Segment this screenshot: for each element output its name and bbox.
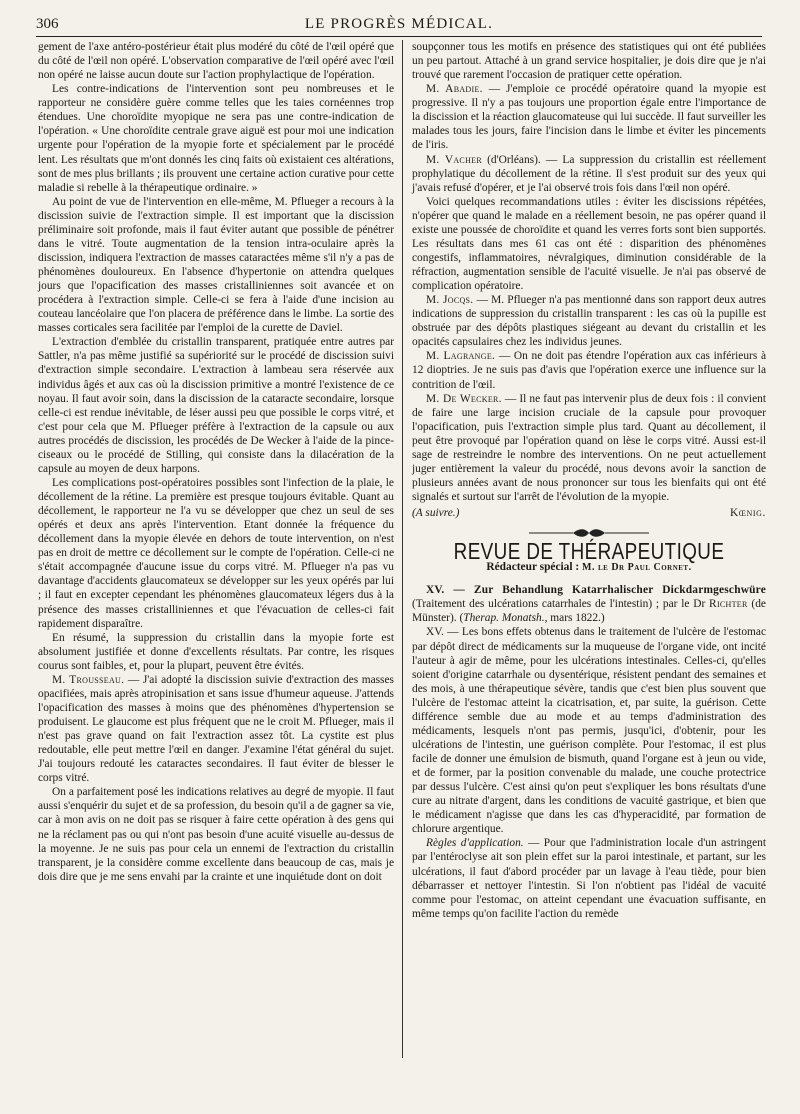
article-place: (de Münster). ( bbox=[412, 598, 766, 625]
to-be-continued: (A suivre.) bbox=[412, 507, 460, 520]
article-french-title: (Traitement des ulcérations catarrhales de l'intestin) ; par le Dr bbox=[412, 598, 710, 611]
speaker-name: M. Lagrange. bbox=[426, 350, 496, 363]
paragraph: Voici quelques recommandations utiles : éviter les discissions répétées, n'opérer que quand le malade en a réellement besoin, ne pas opérer quand il existe une poussée de choroïdite et quand les verres forts sont bien supportés. Les résultats dans mes 61 cas ont été : disparition des phénomènes congestifs, inflammatoires, névralgiques, diminution considérable de la réfraction, augmentation sensible de l'acuité visuelle. Je n'ai pas observé de complication opératoire. bbox=[412, 195, 766, 293]
speaker-text: — J'emploie ce procédé opératoire quand la myopie est progressive. Il n'y a pas toujours une proportion égale entre l'importance de la discission et la réaction glaucomateuse qui lui succède. Il faut surveiller les malades tous les jours, faire l'incision dans le limbe et éviter les pincements de l'iris. bbox=[412, 83, 766, 152]
paragraph: soupçonner tous les motifs en présence des statistiques qui ont été publiées un peu partout. Attaché à un grand service hospitalier, je dois dire que je n'ai trouvé que rarement l'occasion de pratiquer cette opération. bbox=[412, 41, 766, 82]
page-header bbox=[36, 14, 762, 38]
speaker-name: M. Jocqs. bbox=[426, 294, 474, 307]
article-journal: Therap. Monatsh. bbox=[463, 612, 545, 625]
left-column bbox=[38, 40, 394, 884]
paragraph-trousseau bbox=[38, 673, 394, 786]
page-number: 306 bbox=[36, 16, 59, 32]
ornament-divider bbox=[412, 528, 766, 538]
article-author: Richter bbox=[709, 598, 748, 611]
header-rule bbox=[36, 36, 762, 37]
paragraph-abadie bbox=[412, 82, 766, 152]
paragraph-de-wecker bbox=[412, 392, 766, 505]
subheading-text: — Pour que l'administration locale d'un astringent par l'entéroclyse ait son plein effet sur la paroi intestinale, et partant, sur les ulcérations, il faut d'abord procéder par un lavage à l'eau tiède, pour bien débarrasser et nettoyer l'intestin. Si l'on n'obtient pas l'idéal de vacuité comme pour l'estomac, on atteint cependant une évacuation suffisante, en même temps qu'on facilite l'action du remède bbox=[412, 837, 766, 920]
paragraph-lagrange bbox=[412, 349, 766, 391]
speaker-text: — M. Pflueger n'a pas mentionné dans son rapport deux autres indications de suppression du cristallin transparent : les cas où la pupille est obstruée par des dépôts plastiques siégeant au devant du cristallin et les opacités capsulaires chez les individus jeunes. bbox=[412, 294, 766, 349]
paragraph: Les complications post-opératoires possibles sont l'infection de la plaie, le décollement de la rétine. La première est presque toujours évitable. Quant au décollement, le rapporteur ne l'a vu se développer que chez un seul de ses opérés et deux ans après l'intervention. Etant donnée la fréquence du décollement dans la myopie élevée en dehors de toute intervention, on n'est pas en droit de mettre ce décollement sur le compte de l'opération. Celle-ci ne s'était accompagnée d'aucune issue du corps vitré. M. Pflueger n'a pas vu davantage d'accidents glaucomateux se développer sur les yeux opérés par lui ; il faut en excepter cependant les phénomènes glaucomateux légers dus à la présence des masses cristalliniennes et que l'évacuation de celles-ci fait rapidement disparaître. bbox=[38, 476, 394, 630]
section-title: REVUE DE THÉRAPEUTIQUE bbox=[453, 538, 725, 565]
speaker-text: — J'ai adopté la discission suivie d'extraction des masses opacifiées, mais après atropinisation et sans issue d'humeur aqueuse. J'attends l'opacification des masses à moins que des phénomènes d'hypertension se produisent. Le glaucome est plus fréquent que ne le croit M. Pflueger, mais il n'est pas grave quand on fait l'extraction assez tôt. La cystite est plus redoutable, elle peut mettre l'œil en danger. J'examine l'état général du sujet. J'ai toujours redouté les cataractes secondaires. Il faut éviter de blesser le corps vitré. bbox=[38, 673, 394, 785]
speaker-name: M. Vacher bbox=[426, 153, 482, 166]
paragraph: Au point de vue de l'intervention en elle-même, M. Pflueger a recours à la discission suivie de l'extraction simple. Il est important que la discission préliminaire soit profonde, mais il faut éviter autant que possible de pénétrer dans le vitré. Toute augmentation de la tension intra-oculaire après la discission, indiquera l'extraction de masses cataractées même s'il n'y a pas de phénomènes douloureux. En l'absence d'hypertonie on attendra quelques jours que l'opacification des masses cristalliniennes soit avancée et on procédera à l'extraction simple. Celle-ci se fera à l'aide d'une incision au couteau lancéolaire que l'on placera de préférence dans le limbe. La sortie des masses corticales sera facilitée par l'emploi de la curette de Daviel. bbox=[38, 195, 394, 335]
speaker-name: M. Abadie. bbox=[426, 83, 483, 96]
article-number: XV. — bbox=[426, 584, 474, 597]
paragraph-vacher bbox=[412, 153, 766, 195]
paragraph: Les contre-indications de l'intervention sont peu nombreuses et le rapporteur ne considère guère comme telles que les taies cornéennes trop étendues. Une choroïdite myopique ne sera pas une contre-indication de l'opération. « Une choroïdite centrale grave aiguë est pour moi une indication urgente pour l'opération de la myopie forte et spécialement par le procédé lent. Les résultats que m'ont donnés les cinq faits où existaient ces altérations, sont de mes plus brillants ; ils prouvent une certaine action curative pour cette maladie si rebelle à la thérapeutique ordinaire. » bbox=[38, 83, 394, 194]
article-date: , mars 1822.) bbox=[544, 612, 605, 625]
signature-line bbox=[412, 506, 766, 520]
speaker-text: — On ne doit pas étendre l'opération aux cas inférieurs à 12 dioptries. Je ne suis pas d'avis que l'opération exerce une influence sur la contrition de l'œil. bbox=[412, 350, 766, 391]
ornament-icon bbox=[529, 528, 649, 538]
speaker-text: — Il ne faut pas intervenir plus de deux fois : il convient de faire une large incision cruciale de la capsule pour provoquer l'opacification, puis l'extraction simple plus tard. Quant au décollement, il peut être provoqué par l'opération quand on lèse le corps vitré. Aussi est-il sage de restreindre le nombre des interventions. On ne peut actuellement juger entièrement la valeur du procédé, nous devons avoir la sanction de plusieurs années avant de nous prononcer sur tous les bienfaits qui ont été signalés et surtout sur l'arrêt de l'évolution de la myopie. bbox=[412, 392, 766, 503]
editor-name: M. le Dr Paul Cornet. bbox=[582, 562, 692, 574]
paragraph: En résumé, la suppression du cristallin dans la myopie forte est absolument justifiée et donne d'excellents résultats. Par contre, les risques courus sont faibles, et, pour la plupart, peuvent être évités. bbox=[38, 631, 394, 672]
subheading: Règles d'application. bbox=[426, 837, 524, 850]
speaker-name: M. De Wecker. bbox=[426, 392, 502, 405]
column-divider bbox=[402, 40, 403, 1058]
paragraph: L'extraction d'emblée du cristallin transparent, pratiquée entre autres par Sattler, n'a pas même justifié sa supériorité sur le procédé de discission suivi d'extraction simple secondaire. L'extraction à lambeau sera réservée aux individus âgés et aux cas où la discission primitive a montré l'existence de ce noyau. Il faut avoir soin, dans la discission de la cataracte secondaire, lorsque celle-ci est rendue inévitable, de léser aussi peu que possible le corps vitré, et c'est pour cela que M. Pflueger préfère à l'extraction de la capsule ou aux autres procédés de discission, les procédés de De Wecker à l'aide de la pince-ciseaux ou le procédé de Stilling, qui consiste dans la dilacération de la capsule au moyen de deux harpons. bbox=[38, 336, 394, 475]
paragraph-regles bbox=[412, 836, 766, 920]
paragraph: XV. — Les bons effets obtenus dans le traitement de l'ulcère de l'estomac par dépôt direct de médicaments sur la muqueuse de l'organe vide, ont incité l'auteur à agir de même, pour les ulcérations intestinales. Celles-ci, qu'elles soient d'origine catarrhale ou dysentérique, résistent pendant des semaines et des mois, à une thérapeutique sévère, tandis que c'est bien plus souvent que l'ulcère de l'estomac atteint la cicatrisation, et, par suite, la guérison. Cette différence semble due au mode et au temps d'administration des médicaments, lesquels n'ont pas permis, jusqu'ici, d'obtenir, pour les ulcérations de l'intestin, une guérison complète. Pour l'estomac, il est plus facile de donner une émulsion de bismuth, quand l'organe est à jeun ou vide, et de former, par la position convenable du malade, une couche protectrice par dessus l'ulcère. C'est ainsi qu'on peut s'expliquer les bons résultats d'une cure au nitrate d'argent, dans les conditions de vacuité gastrique, et bien que le médicament n'agisse que dans les cas d'hyperacidité, par formation de chlorure argentique. bbox=[412, 626, 766, 836]
running-title: LE PROGRÈS MÉDICAL. bbox=[304, 16, 494, 32]
paragraph: On a parfaitement posé les indications relatives au degré de myopie. Il faut aussi s'enquérir du sujet et de sa profession, du besoin qu'il a de gagner sa vie, car à mon avis on ne doit pas se risquer à faire cette opération à des gens qui ne la réclament pas ou qui n'ont pas besoin d'une acuité visuelle au-dessus de la moyenne. Je ne suis pas pour cela un ennemi de l'extraction du cristallin transparent, je la considère comme excellente dans beaucoup de cas, mais je dois dire que je me sens envahi par la crainte et une inquiétude dont on doit bbox=[38, 786, 394, 883]
author-signature: Kœnig. bbox=[729, 507, 766, 520]
speaker-name: M. Trousseau. bbox=[52, 673, 125, 686]
speaker-text: (d'Orléans). — La suppression du cristallin est réellement prophylatique du décollement de la rétine. Il s'est produit sur des yeux qui j'avais refusé d'opérer, et je l'ai observé trois fois dans l'œil non opéré. bbox=[412, 153, 766, 194]
article-german-title: Zur Behandlung Katarrhalischer Dickdarmgeschwüre bbox=[473, 584, 766, 597]
paragraph: gement de l'axe antéro-postérieur était plus modéré du côté de l'œil opéré que du côté de l'œil non opéré. L'observation comparative de l'œil opéré avec l'œil non opéré ne laisse aucun doute sur l'action prophylactique de l'opération. bbox=[38, 41, 394, 82]
article-heading bbox=[412, 583, 766, 625]
right-column bbox=[412, 40, 766, 921]
editor-prefix: Rédacteur spécial : bbox=[486, 561, 580, 574]
paragraph-jocqs bbox=[412, 293, 766, 349]
